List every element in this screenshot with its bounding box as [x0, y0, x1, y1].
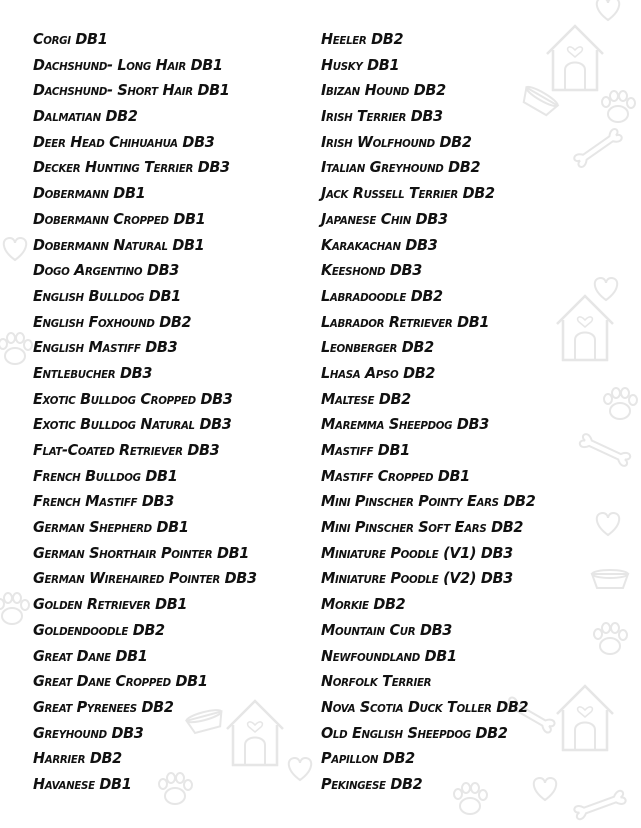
breed-list-left-column	[33, 27, 273, 798]
breed-item: Great Dane Cropped DB1	[33, 672, 208, 691]
paw-print-icon	[0, 333, 32, 364]
breed-item: Japanese Chin DB3	[321, 209, 448, 228]
breed-item: Maltese DB2	[321, 389, 411, 408]
breed-item: Nova Scotia Duck Toller DB2	[321, 697, 529, 716]
breed-item: Norfolk Terrier	[321, 672, 432, 691]
breed-item: Mastiff Cropped DB1	[321, 466, 470, 485]
breed-item: Jack Russell Terrier DB2	[321, 184, 495, 203]
breed-item: Decker Hunting Terrier DB3	[33, 158, 230, 177]
breed-item: Harrier DB2	[33, 749, 122, 768]
breed-item: Morkie DB2	[321, 595, 406, 614]
breed-item: German Wirehaired Pointer DB3	[33, 569, 257, 588]
breed-item: Old English Sheepdog DB2	[321, 723, 508, 742]
heart-icon	[4, 238, 26, 260]
breed-item: Dalmatian DB2	[33, 107, 138, 126]
paw-print-icon	[602, 91, 635, 122]
breed-item: Greyhound DB3	[33, 723, 144, 742]
breed-item: Newfoundland DB1	[321, 646, 457, 665]
breed-item: Karakachan DB3	[321, 235, 438, 254]
breed-item: French Mastiff DB3	[33, 492, 174, 511]
breed-item: Entlebucher DB3	[33, 363, 153, 382]
breed-item: Mastiff DB1	[321, 441, 410, 459]
heart-icon	[597, 513, 619, 535]
breed-item: Labrador Retriever DB1	[321, 312, 490, 331]
breed-list-right-column	[321, 27, 552, 798]
dog-bowl-icon	[592, 570, 628, 588]
dog-house-icon	[557, 686, 613, 750]
breed-item: Maremma Sheepdog DB3	[321, 415, 489, 434]
dog-house-icon	[547, 26, 603, 90]
breed-item: English Bulldog DB1	[33, 286, 181, 305]
breed-item: Golden Retriever DB1	[33, 595, 188, 614]
breed-item: Dobermann Natural DB1	[33, 235, 205, 254]
breed-item: Great Dane DB1	[33, 646, 148, 665]
breed-item: French Bulldog DB1	[33, 466, 178, 485]
breed-item: Mountain Cur DB3	[321, 620, 452, 639]
bone-icon	[579, 433, 631, 467]
breed-item: Dobermann Cropped DB1	[33, 209, 206, 228]
breed-item: Italian Greyhound DB2	[321, 158, 481, 177]
breed-item: Lhasa Apso DB2	[321, 363, 436, 382]
paw-print-icon	[604, 388, 637, 419]
breed-item: Heeler DB2	[321, 30, 404, 48]
breed-item: Corgi DB1	[33, 30, 108, 48]
heart-icon	[289, 758, 311, 780]
breed-item: Leonberger DB2	[321, 338, 434, 357]
paw-print-icon	[0, 593, 29, 624]
bone-icon	[573, 790, 626, 820]
breed-item: Exotic Bulldog Cropped DB3	[33, 389, 233, 408]
breed-item: Flat-Coated Retriever DB3	[33, 441, 220, 459]
heart-icon	[595, 278, 617, 300]
breed-item: Husky DB1	[321, 55, 400, 74]
breed-item: Exotic Bulldog Natural DB3	[33, 415, 232, 434]
breed-item: English Mastiff DB3	[33, 338, 178, 357]
breed-item: Ibizan Hound DB2	[321, 81, 446, 100]
breed-item: Goldendoodle DB2	[33, 620, 165, 639]
breed-item: Mini Pinscher Soft Ears DB2	[321, 518, 524, 537]
breed-item: Mini Pinscher Pointy Ears DB2	[321, 492, 536, 511]
breed-item: Dobermann DB1	[33, 184, 146, 203]
paw-print-icon	[594, 623, 627, 654]
breed-item: Miniature Poodle (V2) DB3	[321, 569, 513, 588]
breed-item: Keeshond DB3	[321, 261, 422, 280]
breed-item: German Shorthair Pointer DB1	[33, 543, 249, 562]
heart-icon	[597, 0, 619, 20]
breed-item: Dogo Argentino DB3	[33, 261, 179, 280]
breed-item: Labradoodle DB2	[321, 286, 443, 305]
breed-item: German Shepherd DB1	[33, 518, 189, 537]
breed-item: Miniature Poodle (V1) DB3	[321, 543, 513, 562]
dog-house-icon	[557, 296, 613, 360]
breed-item: Pekingese DB2	[321, 774, 423, 793]
breed-item: Dachshund- Long Hair DB1	[33, 55, 223, 74]
breed-item: Havanese DB1	[33, 774, 132, 793]
breed-item: Great Pyrenees DB2	[33, 697, 174, 716]
breed-item: Dachshund- Short Hair DB1	[33, 81, 230, 100]
bone-icon	[573, 128, 623, 169]
breed-item: Papillon DB2	[321, 749, 415, 768]
breed-item: Deer Head Chihuahua DB3	[33, 132, 215, 151]
breed-item: Irish Wolfhound DB2	[321, 132, 472, 151]
breed-item: English Foxhound DB2	[33, 312, 192, 331]
breed-item: Irish Terrier DB3	[321, 107, 443, 126]
